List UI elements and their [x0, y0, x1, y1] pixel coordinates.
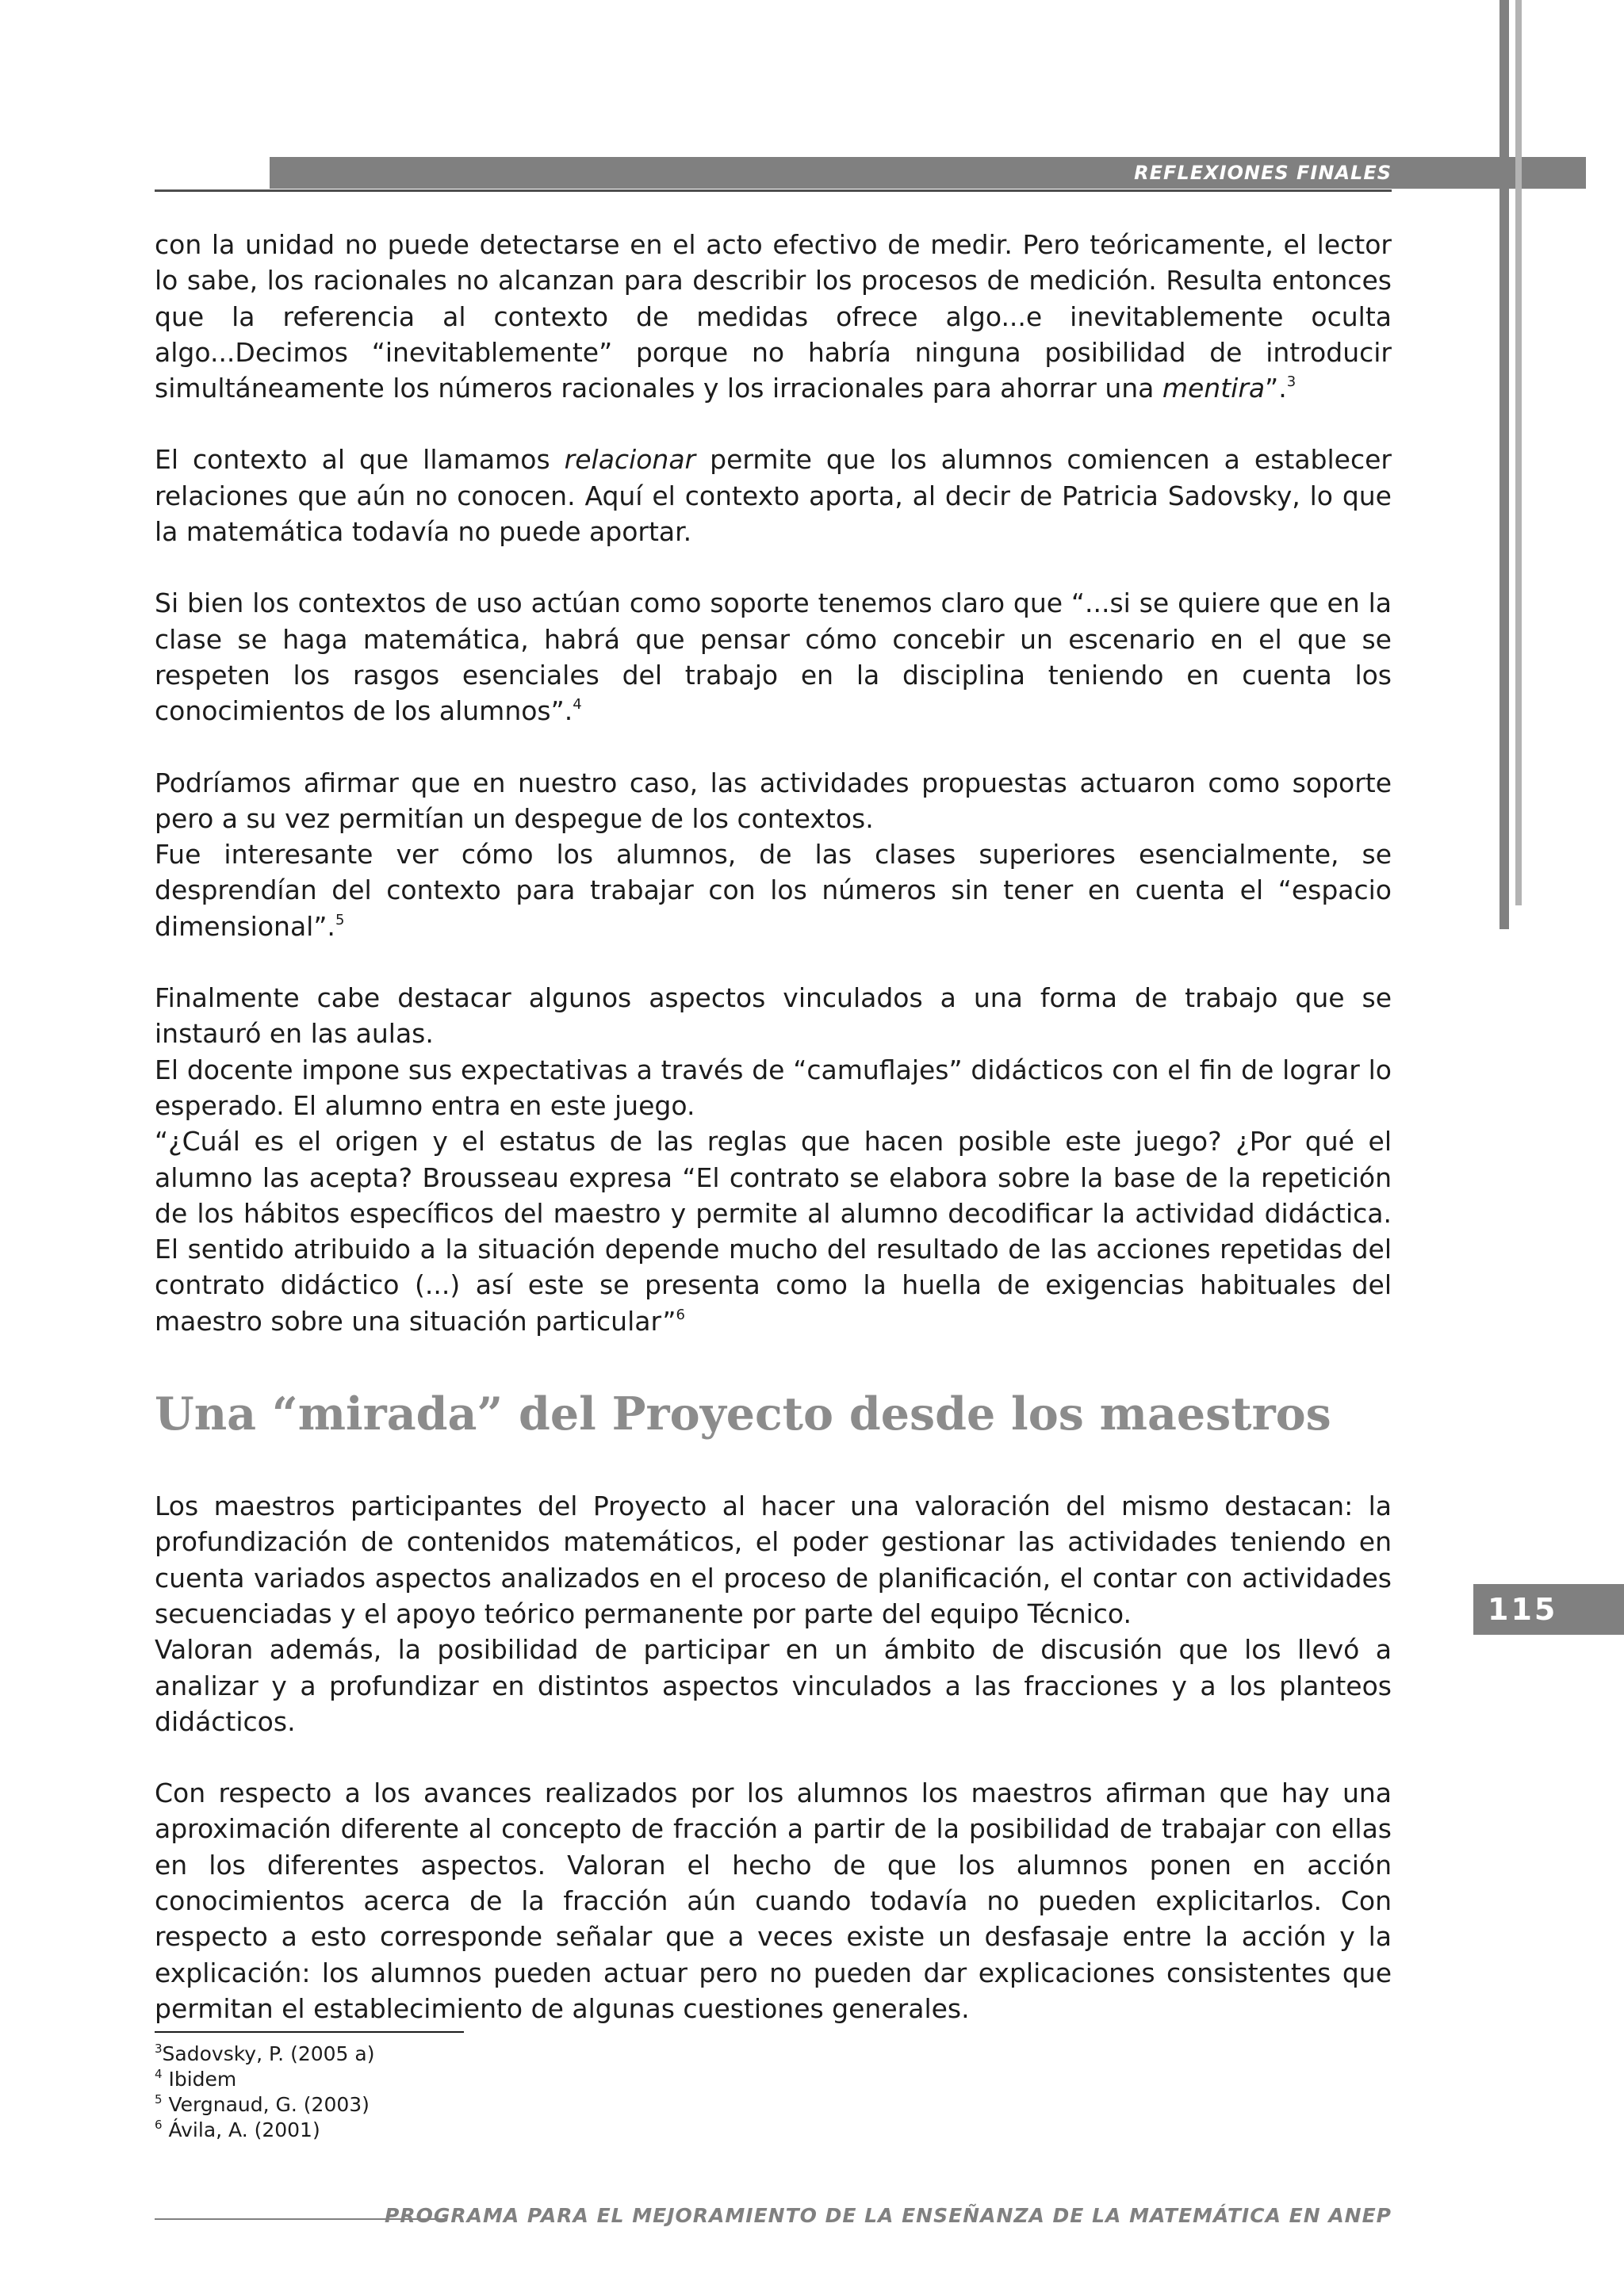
footnote: $^4$ Ibidem	[155, 2067, 237, 2091]
paragraph: Con respecto a los avances realizados por los alumnos los maestros afirman que hay una aproximación diferente al concepto de fracción a partir de la posibilidad de trabajar con ellas en los diferentes aspectos. Valoran el hecho de que los alumnos ponen en acción conocimientos acerca de la fracción aún cuando todavía no pueden explicitarlos. Con respecto a esto corresponde señalar que a veces existe un desfasaje entre la acción y la explicación: los alumnos pueden actuar pero no pueden dar explicaciones consistentes que permitan el establecimiento de algunas cuestiones generales.	[155, 1777, 1392, 2024]
page-number: 115	[1488, 1592, 1558, 1627]
section-header-label: REFLEXIONES FINALES	[1134, 162, 1392, 184]
paragraph: “¿Cuál es el origen y el estatus de las reglas que hacen posible este juego? ¿Por qué el alumno las acepta? Brousseau expresa “El contrato se elabora sobre la base de la repetición de los hábitos específicos del maestro y permite al alumno decodificar la actividad didáctica. El sentido atribuido a la situación depende mucho del resultado de las acciones repetidas del contrato didáctico (...) así este se presenta como la huella de exigencias habituales del maestro sobre una situación particular”$^6$	[155, 1126, 1392, 1337]
section-heading: Una “mirada” del Proyecto desde los maestros	[155, 1387, 1331, 1441]
paragraph: Podríamos afirmar que en nuestro caso, las actividades propuestas actuaron como soporte pero a su vez permitían un despegue de los contextos.	[155, 767, 1392, 834]
footer-program-title: PROGRAMA PARA EL MEJORAMIENTO DE LA ENSEÑANZA DE LA MATEMÁTICA EN ANEP	[385, 2204, 1392, 2227]
paragraph: Valoran además, la posibilidad de participar en un ámbito de discusión que los llevó a analizar y a profundizar en distintos aspectos vinculados a las fracciones y a los planteos didácticos.	[155, 1634, 1392, 1737]
paragraph: Fue interesante ver cómo los alumnos, de las clases superiores esencialmente, se desprendían del contexto para trabajar con los números sin tener en cuenta el “espacio dimensional”.$^5$	[155, 839, 1392, 942]
main-content	[155, 227, 1392, 2026]
emphasis: relacionar	[564, 444, 696, 476]
margin-bar-light	[1515, 0, 1522, 905]
paragraph: El docente impone sus expectativas a través de “camuflajes” didácticos con el fin de lograr lo esperado. El alumno entra en este juego.	[155, 1054, 1392, 1121]
footnote-rule	[155, 2031, 464, 2033]
paragraph: Finalmente cabe destacar algunos aspectos vinculados a una forma de trabajo que se instauró en las aulas.	[155, 982, 1392, 1050]
paragraph: El contexto al que llamamos relacionar permite que los alumnos comiencen a establecer relaciones que aún no conocen. Aquí el contexto aporta, al decir de Patricia Sadovsky, lo que la matemática todavía no puede aportar.	[155, 444, 1392, 548]
footnote: $^6$ Ávila, A. (2001)	[155, 2118, 320, 2141]
footnote-ref: 3	[1286, 373, 1297, 391]
paragraph: Los maestros participantes del Proyecto al hacer una valoración del mismo destacan: la profundización de contenidos matemáticos, el poder gestionar las actividades teniendo en cuenta variados aspectos analizados en el proceso de planificación, el contar con actividades secuenciadas y el apoyo teórico permanente por parte del equipo Técnico.	[155, 1490, 1392, 1629]
paragraph: Si bien los contextos de uso actúan como soporte tenemos claro que “...si se quiere que en la clase se haga matemática, habrá que pensar cómo concebir un escenario en el que se respeten los rasgos esenciales del trabajo en la disciplina teniendo en cuenta los conocimientos de los alumnos”.$^4$	[155, 587, 1392, 727]
footnotes	[155, 2042, 374, 2143]
footnote-ref: 6	[676, 1306, 685, 1323]
footnote: $^3$Sadovsky, P. (2005 a)	[155, 2042, 375, 2065]
footnote-ref: 5	[335, 911, 345, 928]
margin-bar-dark	[1500, 0, 1509, 929]
header-rule	[155, 189, 1392, 192]
footnote: $^5$ Vergnaud, G. (2003)	[155, 2092, 370, 2116]
emphasis: mentira	[1162, 373, 1266, 404]
paragraph: con la unidad no puede detectarse en el acto efectivo de medir. Pero teóricamente, el lector lo sabe, los racionales no alcanzan para describir los procesos de medición. Resulta entonces que la referencia al contexto de medidas ofrece algo...e inevitablemente oculta algo...Decimos “inevitablemente” porque no habría ninguna posibilidad de introducir simultáneamente los números racionales y los irracionales para ahorrar una mentira”.$^3$	[155, 229, 1392, 404]
footnote-ref: 4	[573, 696, 582, 714]
